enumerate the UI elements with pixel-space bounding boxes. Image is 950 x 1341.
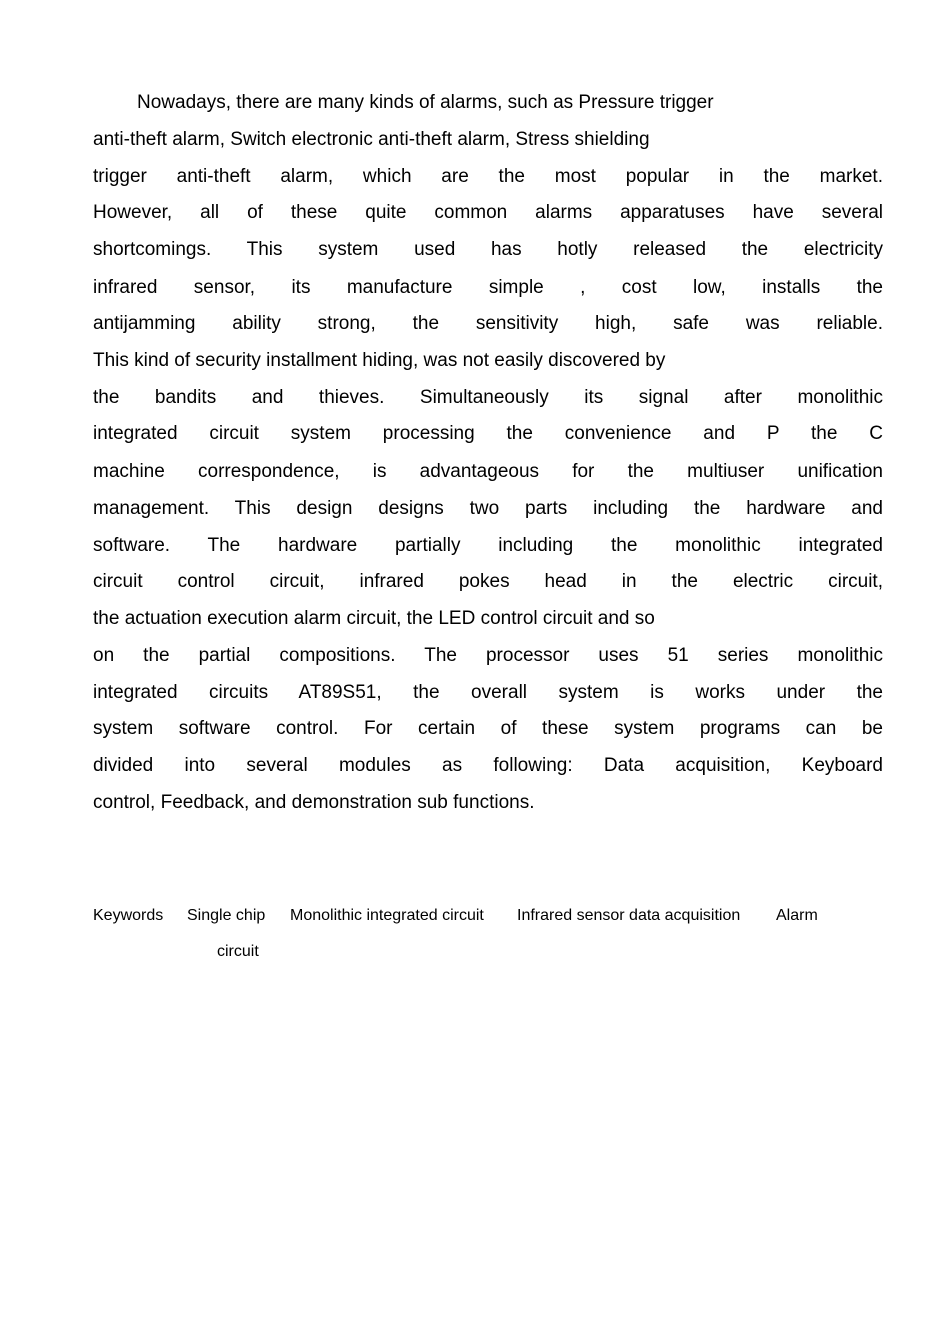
abstract-line: on the partial compositions. The processor uses 51 series monolithic xyxy=(93,645,883,666)
abstract-line: management. This design designs two parts including the hardware and xyxy=(93,498,883,519)
keyword-item: circuit xyxy=(217,943,259,960)
abstract-line: machine correspondence, is advantageous for the multiuser unification xyxy=(93,461,883,482)
keyword-item: Alarm xyxy=(776,907,818,924)
abstract-line: divided into several modules as following: Data acquisition, Keyboard xyxy=(93,755,883,776)
abstract-line: software. The hardware partially including the monolithic integrated xyxy=(93,535,883,556)
keywords-label: Keywords xyxy=(93,907,164,924)
keyword-item: Infrared sensor data acquisition xyxy=(517,907,741,924)
abstract-line: the actuation execution alarm circuit, the LED control circuit and so xyxy=(93,608,655,629)
abstract-line: circuit control circuit, infrared pokes head in the electric circuit, xyxy=(93,571,883,592)
abstract-line: shortcomings. This system used has hotly released the electricity xyxy=(93,239,883,260)
abstract-line: However, all of these quite common alarms apparatuses have several xyxy=(93,202,883,223)
keyword-item: Monolithic integrated circuit xyxy=(290,907,484,924)
abstract-line: antijamming ability strong, the sensitivity high, safe was reliable. xyxy=(93,313,883,334)
abstract-line: integrated circuit system processing the convenience and P the C xyxy=(93,423,883,444)
keyword-item: Single chip xyxy=(187,907,266,924)
abstract-line: Nowadays, there are many kinds of alarms, such as Pressure trigger xyxy=(137,92,714,113)
abstract-line: control, Feedback, and demonstration sub functions. xyxy=(93,792,535,813)
abstract-line: anti-theft alarm, Switch electronic anti-theft alarm, Stress shielding xyxy=(93,129,650,150)
abstract-line: system software control. For certain of these system programs can be xyxy=(93,718,883,739)
abstract-line: integrated circuits AT89S51, the overall system is works under the xyxy=(93,682,883,703)
abstract-line: infrared sensor, its manufacture simple , cost low, installs the xyxy=(93,277,883,298)
abstract-line: trigger anti-theft alarm, which are the most popular in the market. xyxy=(93,166,883,187)
abstract-line: This kind of security installment hiding, was not easily discovered by xyxy=(93,350,666,371)
abstract-line: the bandits and thieves. Simultaneously its signal after monolithic xyxy=(93,387,883,408)
